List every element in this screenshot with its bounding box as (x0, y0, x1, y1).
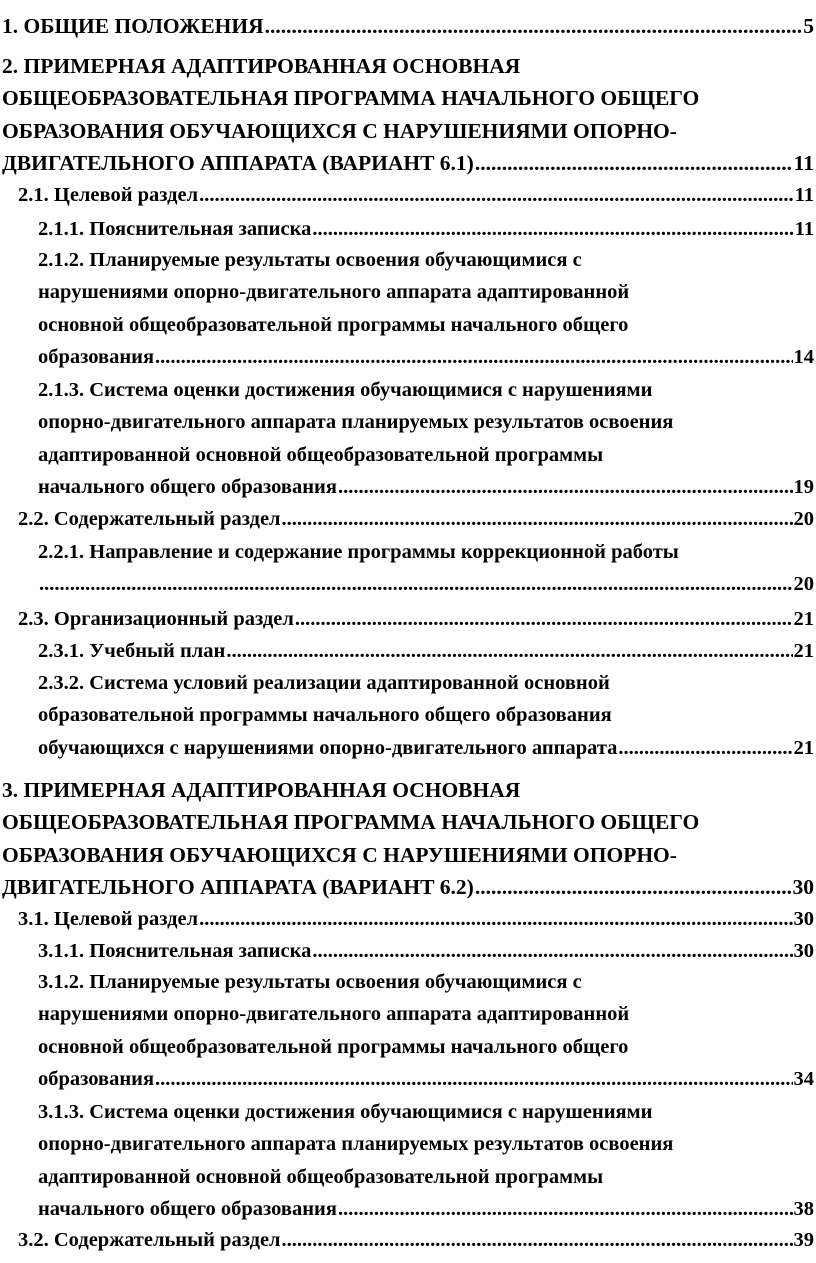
toc-entry-title: 3.1.2. Планируемые результаты освоения обучающимися с (38, 971, 582, 993)
toc-entry-line (38, 536, 679, 568)
toc-entry-title: нарушениями опорно-двигательного аппарата адаптированной (38, 1003, 630, 1025)
toc-page-number: 11 (793, 151, 814, 175)
dot-leader (338, 1193, 793, 1225)
toc-entry-line (2, 774, 520, 806)
toc-entry-line (38, 1096, 652, 1128)
toc-entry-line (38, 699, 612, 731)
dot-leader (475, 147, 793, 179)
toc-entry-line (2, 871, 814, 903)
toc-entry-line (38, 568, 814, 600)
toc-entry-title: 2.2.1. Направление и содержание программы коррекционной работы (38, 541, 679, 563)
toc-entry-line (38, 635, 814, 667)
toc-entry-title: начального общего образования (38, 476, 337, 498)
toc-page-number: 20 (793, 573, 814, 595)
toc-page-number: 14 (793, 346, 814, 368)
toc-entry-line (38, 667, 610, 699)
toc-entry-title: начального общего образования (38, 1198, 337, 1220)
toc-entry-title: 2.1.2. Планируемые результаты освоения обучающимися с (38, 249, 582, 271)
toc-entry-line (38, 471, 814, 503)
dot-leader (226, 635, 792, 667)
toc-entry-title: 3. ПРИМЕРНАЯ АДАПТИРОВАННАЯ ОСНОВНАЯ (2, 778, 521, 802)
toc-entry-title: ДВИГАТЕЛЬНОГО АППАРАТА (ВАРИАНТ 6.1) (2, 151, 474, 175)
toc-entry-line (2, 50, 520, 82)
toc-entry-line (38, 341, 814, 373)
toc-entry-title: 2.2. Содержательный раздел (18, 508, 281, 530)
toc-page-number: 30 (792, 875, 814, 899)
toc-entry-line (38, 406, 673, 438)
toc-entry-title: ОБРАЗОВАНИЯ ОБУЧАЮЩИХСЯ С НАРУШЕНИЯМИ ОПОРНО- (2, 119, 677, 143)
toc-page-number: 30 (793, 940, 814, 962)
toc-entry-title: адаптированной основной общеобразовательной программы (38, 444, 604, 466)
toc-entry-title: 2.1. Целевой раздел (18, 184, 199, 206)
toc-page-number: 19 (793, 476, 814, 498)
toc-page-number: 38 (793, 1198, 814, 1220)
toc-entry-line (38, 439, 603, 471)
toc-entry-title: ОБЩЕОБРАЗОВАТЕЛЬНАЯ ПРОГРАММА НАЧАЛЬНОГО ОБЩЕГО (2, 86, 700, 110)
dot-leader (39, 568, 793, 600)
toc-page-number: 11 (794, 184, 814, 206)
toc-entry-title: 2.1.3. Система оценки достижения обучающимися с нарушениями (38, 379, 653, 401)
dot-leader (155, 1063, 792, 1095)
toc-entry-title: нарушениями опорно-двигательного аппарата адаптированной (38, 281, 630, 303)
toc-entry-title: образовательной программы начального общего образования (38, 704, 612, 726)
toc-entry-title: ОБРАЗОВАНИЯ ОБУЧАЮЩИХСЯ С НАРУШЕНИЯМИ ОПОРНО- (2, 843, 677, 867)
dot-leader (475, 871, 792, 903)
toc-entry-line (2, 806, 699, 838)
toc-entry-title: ДВИГАТЕЛЬНОГО АППАРАТА (ВАРИАНТ 6.2) (2, 875, 474, 899)
toc-entry-title: 2.3. Организационный раздел (18, 608, 294, 630)
toc-page-number: 30 (793, 908, 814, 930)
toc-page-number: 39 (793, 1229, 814, 1251)
toc-page-number: 21 (793, 737, 814, 759)
toc-entry-line (2, 147, 814, 179)
toc-entry-line (38, 1193, 814, 1225)
dot-leader (312, 213, 793, 245)
toc-entry-title: образования (38, 1068, 155, 1090)
toc-entry-title: опорно-двигательного аппарата планируемых результатов освоения (38, 411, 674, 433)
dot-leader (155, 341, 792, 373)
toc-entry-title: ОБЩЕОБРАЗОВАТЕЛЬНАЯ ПРОГРАММА НАЧАЛЬНОГО ОБЩЕГО (2, 810, 700, 834)
toc-entry-title: адаптированной основной общеобразовательной программы (38, 1166, 604, 1188)
toc-entry-line (38, 374, 652, 406)
toc-entry-title: 3.1.3. Система оценки достижения обучающимися с нарушениями (38, 1101, 653, 1123)
toc-entry-title: 3.1.1. Пояснительная записка (38, 940, 312, 962)
toc-entry-title: 2.3.2. Система условий реализации адаптированной основной (38, 672, 610, 694)
dot-leader (199, 903, 792, 935)
toc-page-number: 5 (803, 14, 814, 38)
toc-page-number: 21 (793, 640, 814, 662)
toc-entry-line (18, 179, 814, 211)
toc-entry-title: опорно-двигательного аппарата планируемых результатов освоения (38, 1133, 674, 1155)
toc-entry-line (38, 276, 629, 308)
toc-entry-title: 3.2. Содержательный раздел (18, 1229, 281, 1251)
toc-entry-line (38, 213, 814, 245)
toc-entry-line (38, 244, 582, 276)
toc-page-number: 20 (793, 508, 814, 530)
toc-entry-line (38, 1063, 814, 1095)
toc-page-number: 21 (793, 608, 814, 630)
toc-entry-title: 2. ПРИМЕРНАЯ АДАПТИРОВАННАЯ ОСНОВНАЯ (2, 54, 521, 78)
dot-leader (282, 503, 793, 535)
dot-leader (265, 10, 803, 42)
toc-entry-line (18, 503, 814, 535)
toc-entry-line (2, 82, 699, 114)
toc-entry-line (38, 1031, 628, 1063)
toc-entry-title: 2.3.1. Учебный план (38, 640, 226, 662)
toc-entry-line (2, 115, 677, 147)
toc-entry-line (18, 1224, 814, 1256)
dot-leader (338, 471, 793, 503)
dot-leader (312, 935, 792, 967)
toc-entry-line (38, 732, 814, 764)
toc-entry-line (38, 998, 629, 1030)
toc-entry-title: 2.1.1. Пояснительная записка (38, 218, 312, 240)
toc-entry-line (38, 966, 582, 998)
toc-entry-title: обучающихся с нарушениями опорно-двигательного аппарата (38, 737, 618, 759)
toc-entry-line (2, 10, 814, 42)
toc-entry-title: 3.1. Целевой раздел (18, 908, 199, 930)
toc-entry-line (18, 603, 814, 635)
toc-page-number: 34 (793, 1068, 814, 1090)
dot-leader (618, 732, 792, 764)
toc-entry-line (38, 1128, 673, 1160)
dot-leader (199, 179, 793, 211)
toc-entry-line (2, 839, 677, 871)
toc-entry-line (18, 903, 814, 935)
toc-page-number: 11 (794, 218, 814, 240)
toc-entry-line (38, 935, 814, 967)
dot-leader (295, 603, 793, 635)
toc-entry-title: 1. ОБЩИЕ ПОЛОЖЕНИЯ (2, 14, 264, 38)
dot-leader (282, 1224, 793, 1256)
toc-entry-line (38, 309, 628, 341)
toc-entry-title: основной общеобразовательной программы начального общего (38, 314, 629, 336)
toc-entry-title: образования (38, 346, 155, 368)
toc-entry-line (38, 1161, 603, 1193)
toc-entry-title: основной общеобразовательной программы начального общего (38, 1036, 629, 1058)
